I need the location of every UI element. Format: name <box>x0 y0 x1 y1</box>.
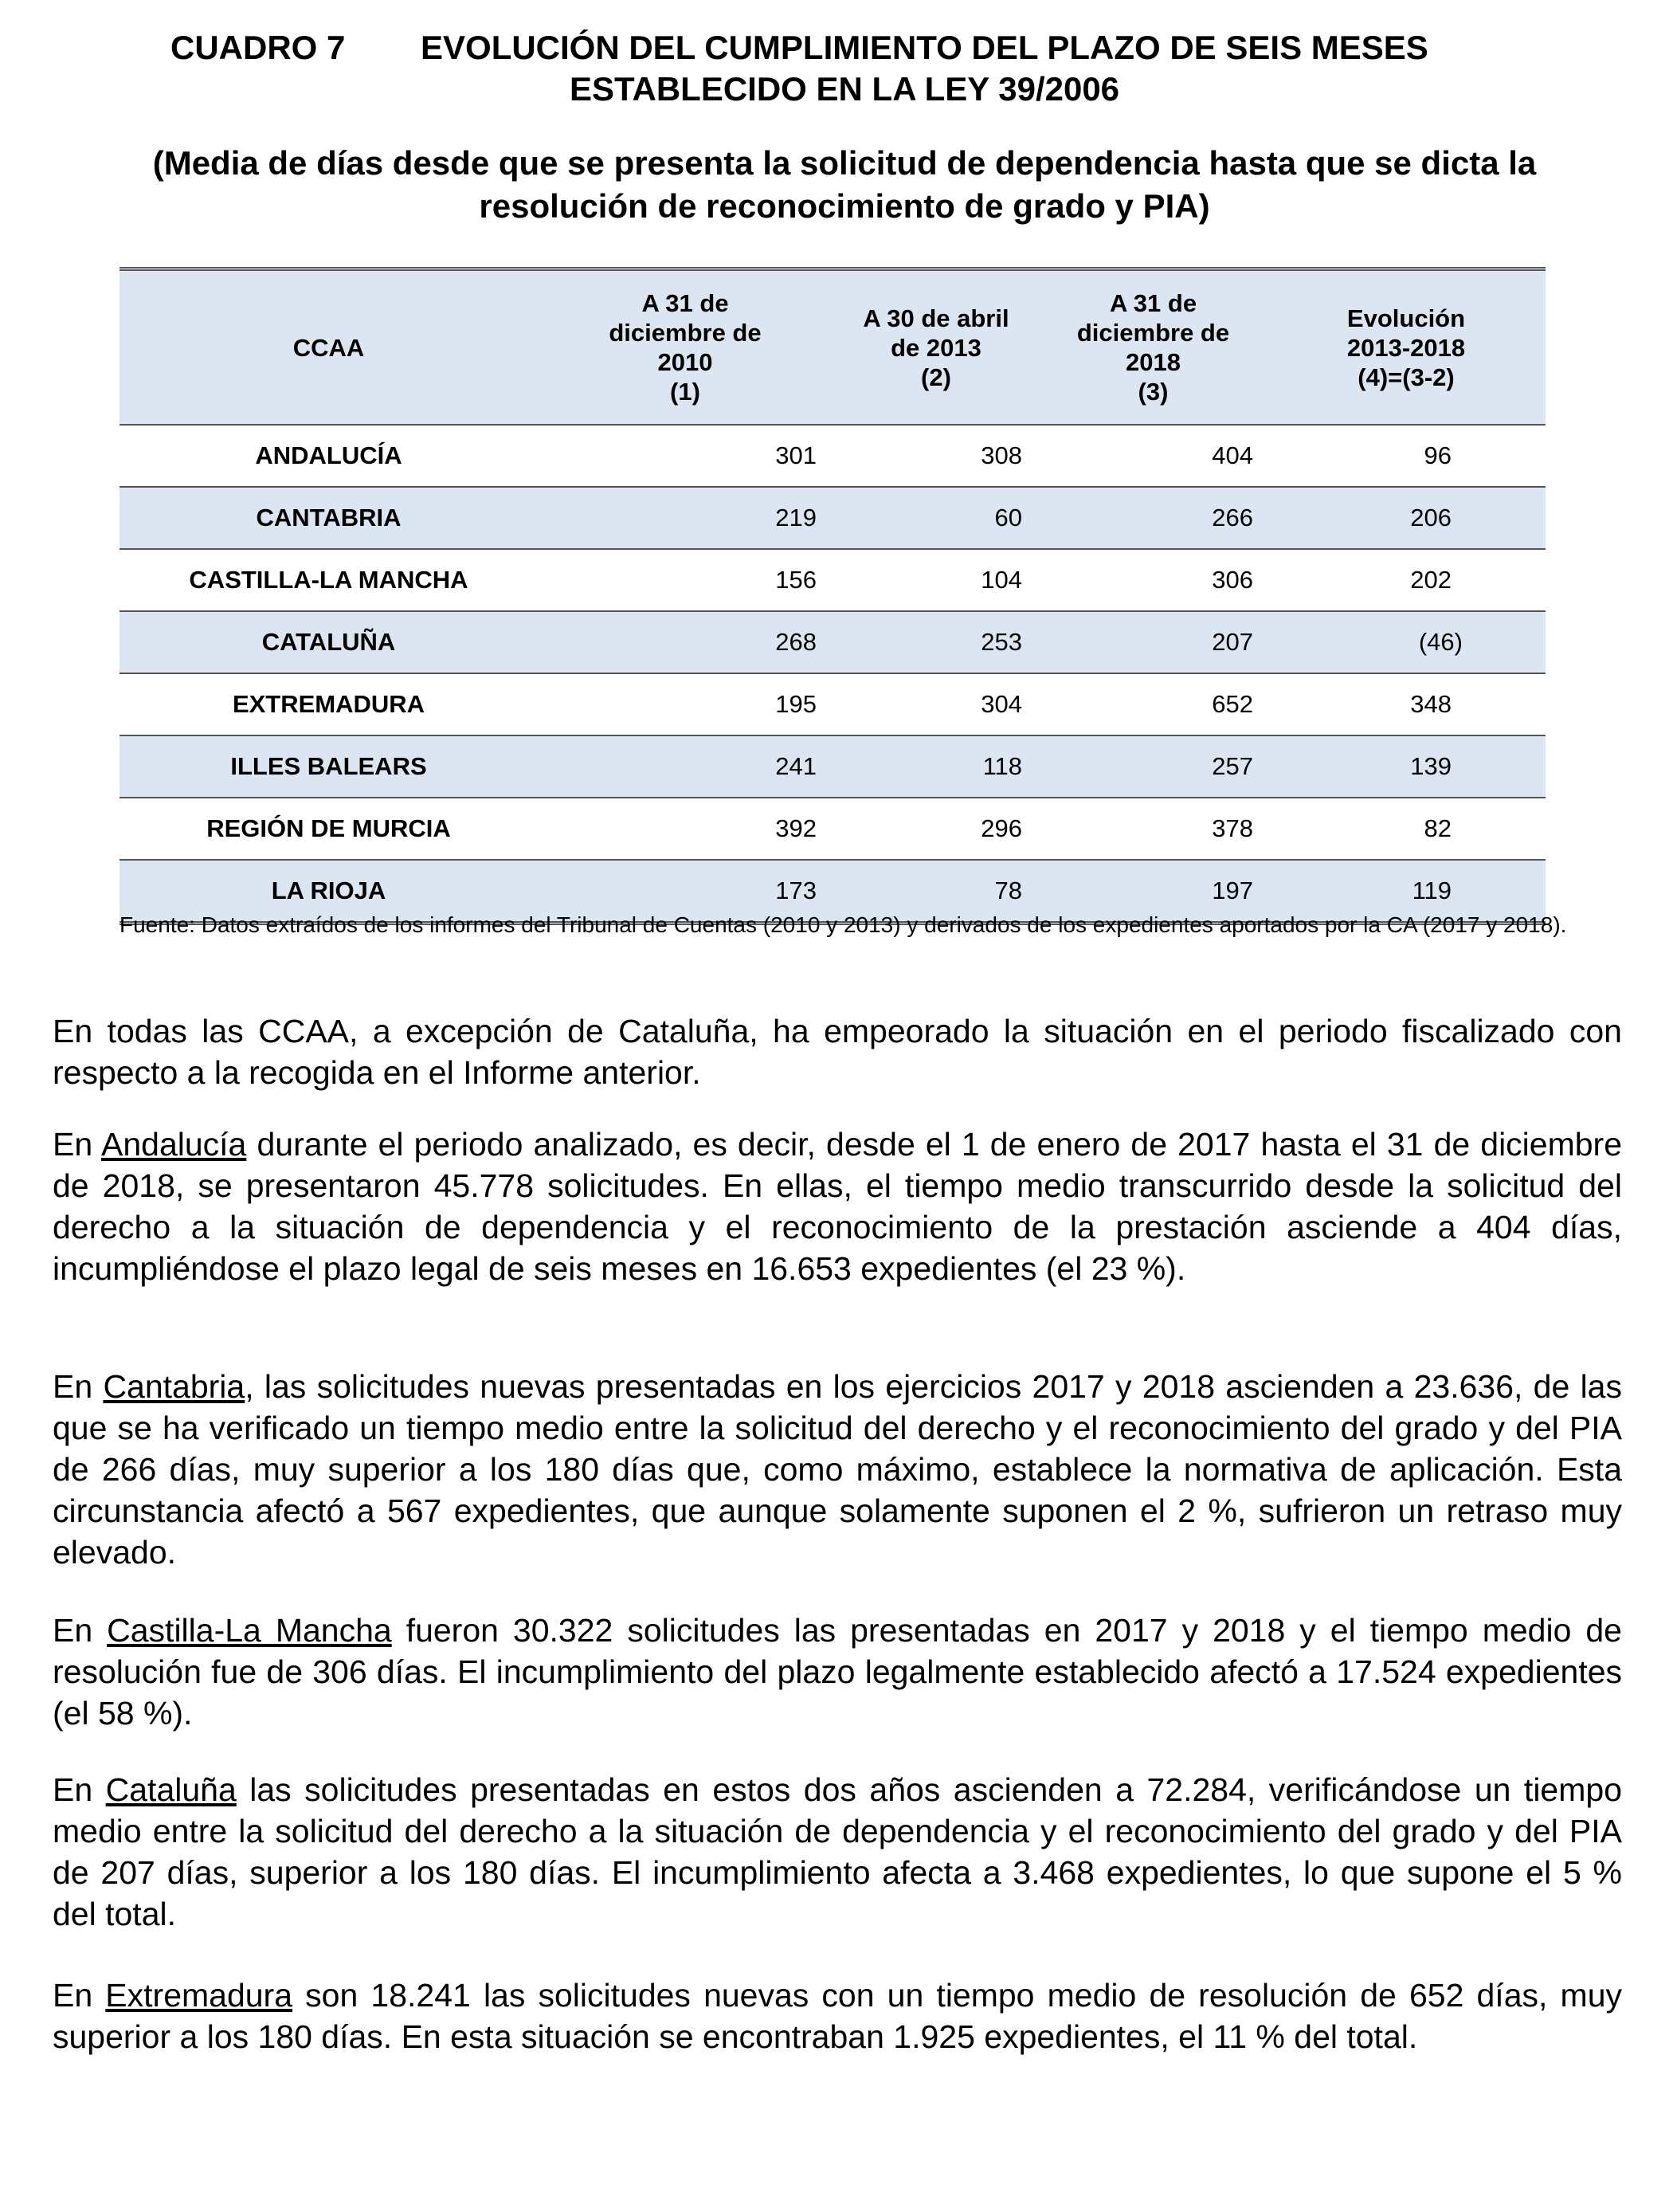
paragraph-text: durante el periodo analizado, es decir, desde el 1 de enero de 2017 hasta el 31 de diciembre de 2018, se presentaron 45.778 solicitudes. En ellas, el tiempo medio transcurrido desde la solicitud del derecho a la situación de dependencia y el reconocimiento de la prestación asciende a 404 días, incumpliéndose el plazo legal de seis meses en 16.653 expedientes (el 23 %). <box>53 1126 1623 1287</box>
cell-2010: 195 <box>538 673 833 735</box>
header-line: 2013-2018 <box>1346 333 1466 362</box>
table-title-line-2: ESTABLECIDO EN LA LEY 39/2006 <box>569 70 1120 108</box>
header-line: CCAA <box>292 333 365 362</box>
header-line: 2018 <box>1126 348 1181 376</box>
table-row <box>120 735 1546 798</box>
header-line: diciembre de <box>609 319 762 347</box>
header-line: A 31 de <box>641 289 729 317</box>
cell-ccaa: REGIÓN DE MURCIA <box>120 798 538 860</box>
cell-ccaa: EXTREMADURA <box>120 673 538 735</box>
header-line: A 31 de <box>1109 289 1197 317</box>
table-row <box>120 549 1546 611</box>
paragraph-andalucia <box>53 1124 1622 1289</box>
paragraph-lead: En <box>53 1977 106 2014</box>
cell-evolucion: 96 <box>1267 425 1546 487</box>
cell-ccaa: ILLES BALEARS <box>120 735 538 798</box>
cell-2010: 219 <box>538 487 833 549</box>
cell-2010: 241 <box>538 735 833 798</box>
cell-ccaa: CATALUÑA <box>120 611 538 673</box>
header-2013 <box>833 269 1040 426</box>
cell-2010: 156 <box>538 549 833 611</box>
cell-2013: 304 <box>833 673 1040 735</box>
table-subtitle: (Media de días desde que se presenta la solicitud de dependencia hasta que se dicta la resolución de reconocimiento de grado y PIA) <box>152 144 1537 225</box>
paragraph-cataluna <box>53 1769 1622 1935</box>
header-evolucion <box>1267 269 1546 426</box>
cell-2010: 301 <box>538 425 833 487</box>
region-name-cataluna: Cataluña <box>105 1771 237 1808</box>
table-header-row <box>120 269 1546 426</box>
cell-evolucion: 119 <box>1267 860 1546 924</box>
cell-2010: 173 <box>538 860 833 924</box>
cell-2018: 197 <box>1040 860 1267 924</box>
cell-ccaa: ANDALUCÍA <box>120 425 538 487</box>
cell-2018: 404 <box>1040 425 1267 487</box>
paragraph-extremadura <box>53 1975 1622 2057</box>
region-name-cantabria: Cantabria <box>103 1368 245 1405</box>
cell-2013: 308 <box>833 425 1040 487</box>
header-line: (3) <box>1138 378 1169 406</box>
cell-ccaa: CASTILLA-LA MANCHA <box>120 549 538 611</box>
paragraph-text: las solicitudes presentadas en estos dos años ascienden a 72.284, verificándose un tiempo medio entre la solicitud del derecho a la situación de dependencia y el reconocimiento del grado y del PIA de 207 días, superior a los 180 días. El incumplimiento afecta a 3.468 expedientes, lo que supone el 5 % del total. <box>53 1771 1622 1932</box>
header-line: 2010 <box>657 348 713 376</box>
cell-2018: 207 <box>1040 611 1267 673</box>
cell-2013: 296 <box>833 798 1040 860</box>
cell-evolucion: 348 <box>1267 673 1546 735</box>
header-line: A 30 de abril <box>863 304 1009 332</box>
cell-2013: 253 <box>833 611 1040 673</box>
data-table <box>120 267 1546 925</box>
cell-2013: 78 <box>833 860 1040 924</box>
paragraph-text: En todas las CCAA, a excepción de Cataluña, ha empeorado la situación en el periodo fiscalizado con respecto a la recogida en el Informe anterior. <box>53 1013 1622 1091</box>
table-row <box>120 487 1546 549</box>
cell-2013: 118 <box>833 735 1040 798</box>
header-2018 <box>1040 269 1267 426</box>
paragraph-lead: En <box>53 1368 104 1405</box>
table-source-note: Fuente: Datos extraídos de los informes del Tribunal de Cuentas (2010 y 2013) y derivados de los expedientes aportados por la CA (2017 y 2018). <box>120 912 1567 937</box>
cell-evolucion: 206 <box>1267 487 1546 549</box>
paragraph-intro <box>53 1010 1622 1093</box>
paragraph-text: son 18.241 las solicitudes nuevas con un tiempo medio de resolución de 652 días, muy superior a los 180 días. En esta situación se encontraban 1.925 expedientes, el 11 % del total. <box>53 1977 1622 2055</box>
header-line: diciembre de <box>1076 319 1230 347</box>
region-name-extremadura: Extremadura <box>105 1977 293 2014</box>
cell-2018: 306 <box>1040 549 1267 611</box>
header-ccaa <box>120 269 538 426</box>
table-row <box>120 798 1546 860</box>
table-row <box>120 673 1546 735</box>
cell-2018: 266 <box>1040 487 1267 549</box>
table-row <box>120 611 1546 673</box>
paragraph-lead: En <box>53 1771 106 1808</box>
cell-evolucion: 139 <box>1267 735 1546 798</box>
paragraph-castilla-la-mancha <box>53 1610 1622 1734</box>
paragraph-cantabria <box>53 1366 1622 1573</box>
cell-ccaa: CANTABRIA <box>120 487 538 549</box>
cell-evolucion: 82 <box>1267 798 1546 860</box>
cell-2018: 652 <box>1040 673 1267 735</box>
region-name-andalucia: Andalucía <box>101 1126 247 1163</box>
header-line: (1) <box>670 378 700 406</box>
paragraph-text: fueron 30.322 solicitudes las presentadas en 2017 y 2018 y el tiempo medio de resolución fue de 306 días. El incumplimiento del plazo legalmente establecido afectó a 17.524 expedientes (el 58 %). <box>53 1612 1622 1732</box>
cell-evolucion: (46) <box>1267 611 1546 673</box>
header-2010 <box>538 269 833 426</box>
header-line: Evolución <box>1346 304 1466 332</box>
paragraph-lead: En <box>53 1126 101 1163</box>
cell-2010: 392 <box>538 798 833 860</box>
cell-2013: 104 <box>833 549 1040 611</box>
paragraph-lead: En <box>53 1612 108 1649</box>
table-row <box>120 425 1546 487</box>
table-title-line-1: EVOLUCIÓN DEL CUMPLIMIENTO DEL PLAZO DE SEIS MESES <box>421 29 1428 66</box>
paragraph-text: , las solicitudes nuevas presentadas en los ejercicios 2017 y 2018 ascienden a 23.636, de las que se ha verificado un tiempo medio entre la solicitud del derecho y el reconocimiento del grado y del PIA de 266 días, muy superior a los 180 días que, como máximo, establece la normativa de aplicación. Esta circunstancia afectó a 567 expedientes, que aunque solamente suponen el 2 %, sufrieron un retraso muy elevado. <box>53 1368 1622 1571</box>
cell-evolucion: 202 <box>1267 549 1546 611</box>
header-line: (2) <box>921 363 951 391</box>
cell-2018: 257 <box>1040 735 1267 798</box>
header-line: de 2013 <box>891 333 981 362</box>
region-name-castilla-la-mancha: Castilla-La Mancha <box>107 1612 392 1649</box>
table-number: CUADRO 7 <box>170 29 346 66</box>
cell-2013: 60 <box>833 487 1040 549</box>
cell-2010: 268 <box>538 611 833 673</box>
cell-2018: 378 <box>1040 798 1267 860</box>
cell-ccaa: LA RIOJA <box>120 860 538 924</box>
header-line: (4)=(3-2) <box>1358 363 1455 391</box>
